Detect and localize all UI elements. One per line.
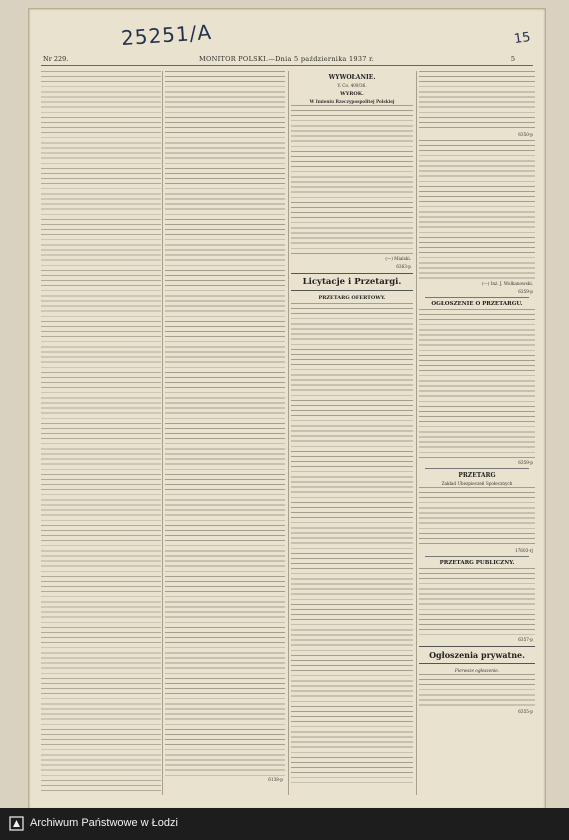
- notice-reference: 17603-rj: [514, 548, 533, 553]
- column-divider: [162, 71, 163, 795]
- section-heading: Licytacje i Przetargi.: [291, 273, 413, 291]
- column-1: [41, 71, 161, 795]
- column-text-block: [41, 71, 161, 795]
- notice-signature: (—) Mialski.: [385, 256, 411, 261]
- issue-number: Nr 229.: [43, 55, 69, 63]
- archive-logo-icon: [9, 816, 24, 831]
- section-heading: Ogłoszenia prywatne.: [419, 646, 535, 664]
- notice-signature: (—) Inż. J. Wolkanowski.: [481, 281, 533, 286]
- notice-text: [419, 487, 535, 547]
- notice-reference: 6138-p: [268, 777, 283, 782]
- newspaper-page: [28, 8, 546, 810]
- notice-reference: 6355-p: [518, 709, 533, 714]
- column-text-block: [165, 71, 285, 776]
- notice-reference: 6359-p: [518, 289, 533, 294]
- notice-reference: 6357-p: [518, 637, 533, 642]
- header-rule: [41, 65, 533, 66]
- case-number: V. Co. 409/36.: [337, 83, 367, 88]
- notice-text: [419, 309, 535, 459]
- notice-heading: WYWOŁANIE.: [328, 74, 376, 81]
- notice-reference: 6350-p: [518, 132, 533, 137]
- tender-text: [291, 303, 413, 783]
- tender-title: PRZETARG OFERTOWY.: [318, 295, 386, 301]
- column-4: [419, 71, 535, 795]
- column-divider: [416, 71, 417, 795]
- notice-heading: OGŁOSZENIE O PRZETARGU.: [431, 301, 523, 307]
- notice-reference: 6363-p: [396, 264, 411, 269]
- page-number: 5: [510, 55, 515, 63]
- archive-handwritten-number: 25251/A: [120, 19, 213, 51]
- page-header: [29, 53, 545, 65]
- column-divider: [288, 71, 289, 795]
- notice-text: [419, 71, 535, 131]
- divider: [425, 468, 529, 469]
- notice-text: [419, 140, 535, 280]
- notice-heading: PRZETARG: [458, 472, 496, 479]
- archive-footer: [0, 808, 569, 840]
- divider: [425, 556, 529, 557]
- column-3: [291, 71, 413, 795]
- masthead: MONITOR POLSKI.—Dnia 5 października 1937 r.: [199, 55, 375, 63]
- notice-line: W Imieniu Rzeczypospolitej Polskiej: [309, 99, 395, 104]
- archive-name: Archiwum Państwowe w Łodzi: [30, 817, 178, 829]
- notice-organization: Zakład Ubezpieczeń Społecznych: [441, 481, 513, 486]
- handwritten-page-number: 15: [513, 29, 532, 48]
- divider: [425, 297, 529, 298]
- notice-reference: 6359-p: [518, 460, 533, 465]
- notice-subheading: WYROK.: [340, 91, 364, 97]
- notice-subheading: Pierwsze ogłoszenie.: [454, 668, 500, 673]
- notice-text: [419, 674, 535, 708]
- notice-text: [291, 105, 413, 255]
- notice-heading: PRZETARG PUBLICZNY.: [439, 560, 515, 566]
- column-2: [165, 71, 285, 795]
- notice-text: [419, 568, 535, 636]
